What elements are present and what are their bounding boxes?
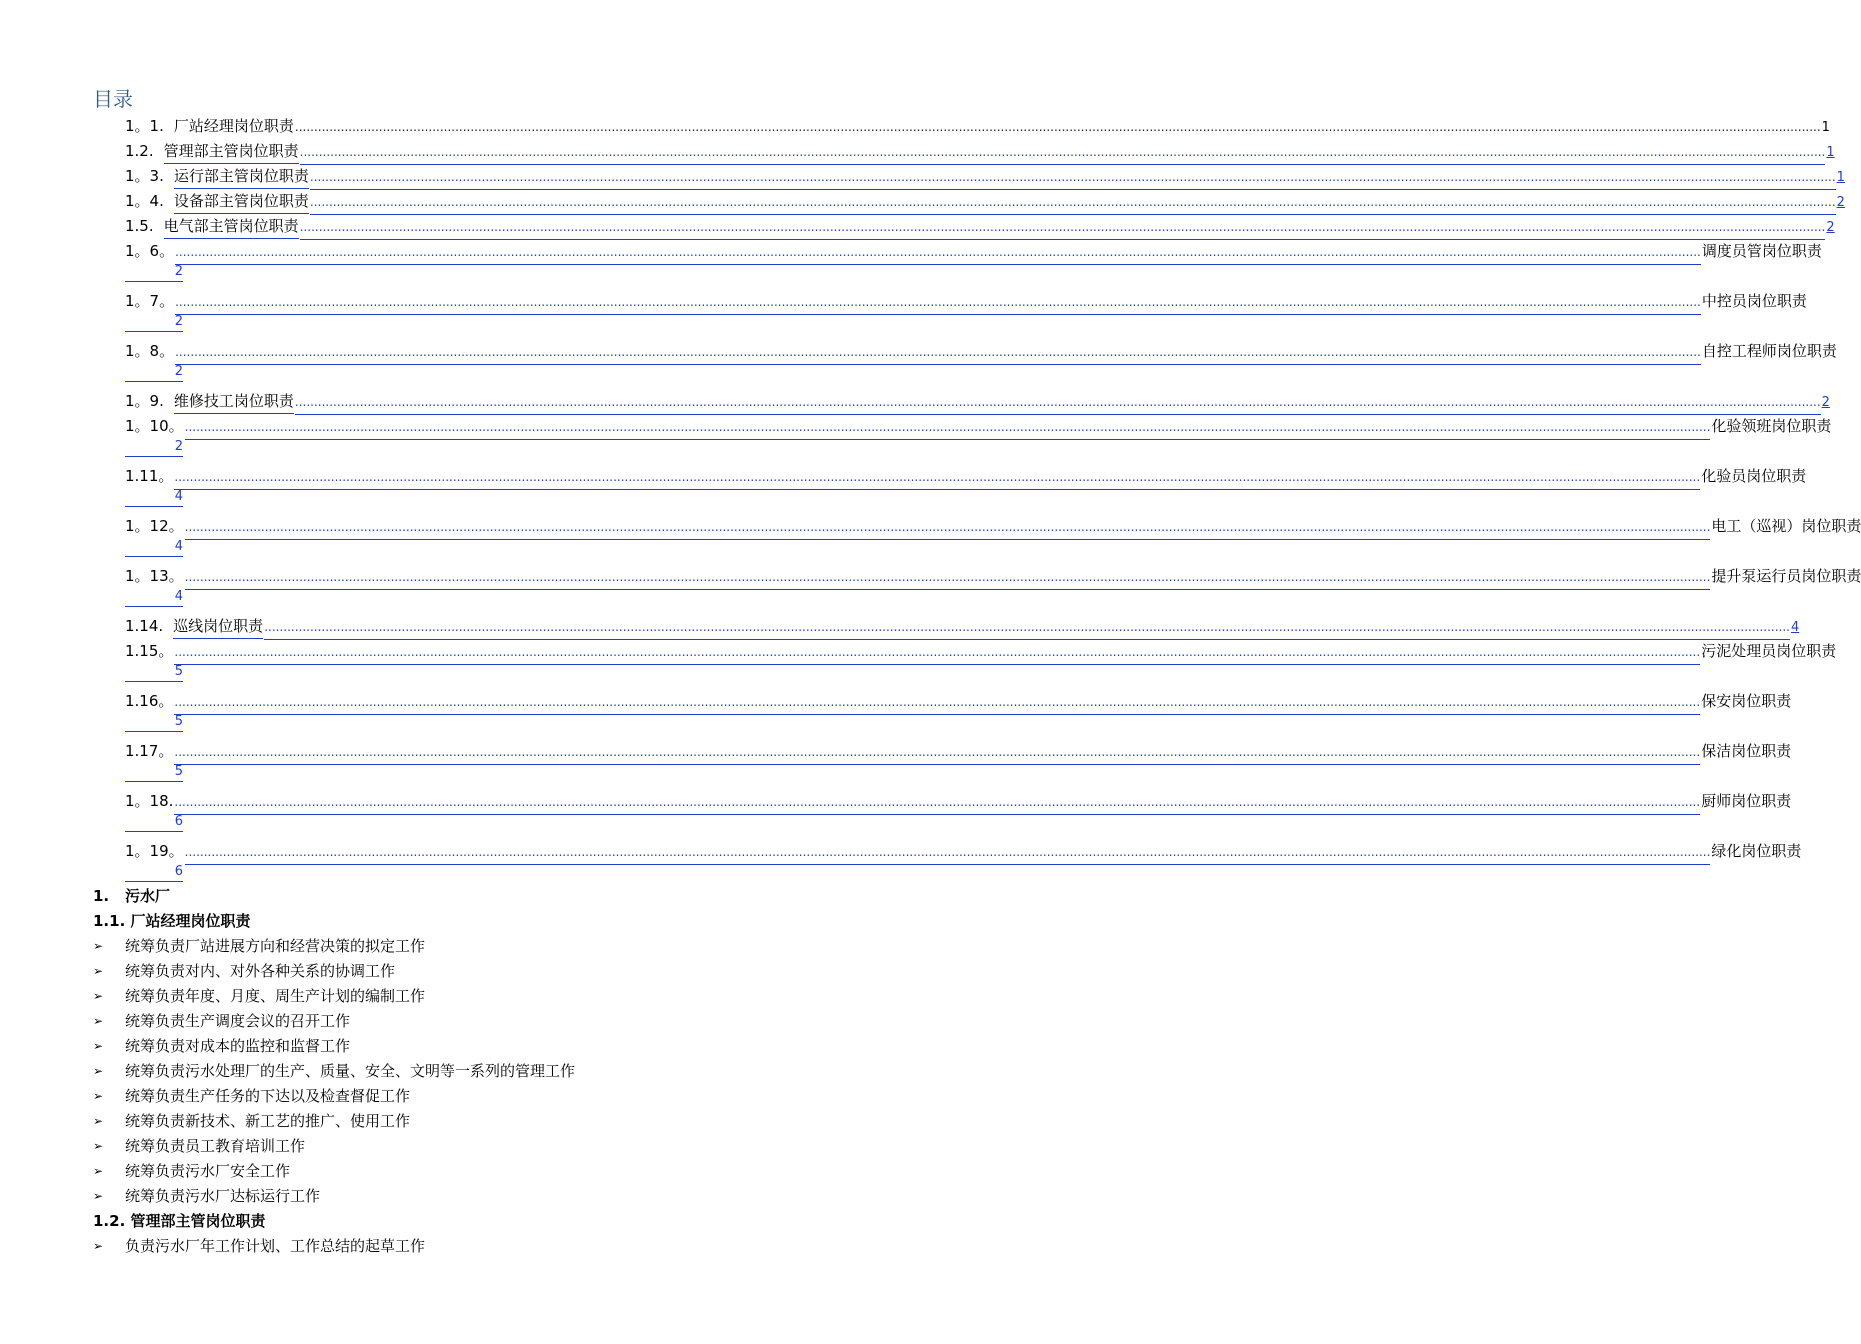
toc-entry[interactable] [125,164,1845,189]
toc-entry-number: 1。7。 [125,292,175,310]
list-item [93,1134,893,1159]
toc-entry-page[interactable]: 2 [125,313,183,332]
toc-entry[interactable] [125,289,1807,339]
toc-title: 目录 [93,87,133,111]
bullet-arrow-icon: ➢ [93,1164,104,1178]
chapter-heading [93,884,893,909]
toc-entry[interactable] [125,839,1802,889]
toc-entry-label[interactable]: 管理部主管岗位职责 [164,139,299,164]
toc-entry-page[interactable]: 2 [1836,195,1845,210]
toc-entry-number: 1.5. [125,217,154,235]
toc-leader-dots: ................................................................................................................................................................................................................................................................................................................................................................................................................ [264,615,1790,640]
list-item [93,1109,893,1134]
list-item-text: 统筹负责污水厂达标运行工作 [125,1187,321,1205]
list-item [93,1009,893,1034]
list-item [93,1159,893,1184]
bullet-arrow-icon: ➢ [93,1139,104,1153]
toc-entry-label[interactable]: 保安岗位职责 [1701,692,1792,710]
toc-entry[interactable] [125,339,1837,389]
toc-entry[interactable] [125,689,1792,739]
list-item [93,1084,893,1109]
toc-leader-dots: ................................................................................................................................................................................................................................................................................................................................................................................................................ [310,165,1836,190]
toc-entry-page[interactable]: 1 [1821,120,1830,135]
toc-entry-page[interactable]: 5 [125,663,183,682]
toc-entry[interactable] [125,564,1861,614]
bullet-arrow-icon: ➢ [93,1114,104,1128]
bullet-arrow-icon: ➢ [93,1189,104,1203]
toc-entry-label[interactable]: 中控员岗位职责 [1701,292,1807,310]
toc-entry-label[interactable]: 厂站经理岗位职责 [173,117,294,135]
toc-entry-number: 1。10。 [125,417,184,435]
toc-entry[interactable] [125,789,1792,839]
toc-leader-dots: ................................................................................................................................................................................................................................................................................................................................................................................................................ [175,240,1701,265]
toc-entry-page[interactable]: 1 [1826,145,1835,160]
list-item [93,1059,893,1084]
toc-entry[interactable] [125,139,1835,164]
toc-entry-number: 1。6。 [125,242,175,260]
toc-entry-page[interactable]: 5 [125,763,183,782]
list-item-text: 负责污水厂年工作计划、工作总结的起草工作 [125,1237,426,1255]
toc-entry-label[interactable]: 保洁岗位职责 [1701,742,1792,760]
toc-entry[interactable] [125,214,1835,239]
list-item-text: 统筹负责生产调度会议的召开工作 [125,1012,351,1030]
toc-entry-page[interactable]: 4 [125,588,183,607]
toc-entry[interactable] [125,514,1861,564]
toc-entry-page[interactable]: 2 [1826,220,1835,235]
toc-entry-number: 1.15。 [125,642,174,660]
toc-entry[interactable] [125,639,1837,689]
toc-entry[interactable] [125,739,1792,789]
toc-entry-page[interactable]: 2 [125,363,183,382]
toc-entry-label[interactable]: 自控工程师岗位职责 [1701,342,1837,360]
list-item [93,959,893,984]
toc-leader-dots: ................................................................................................................................................................................................................................................................................................................................................................................................................ [185,565,1711,590]
list-item-text: 统筹负责新技术、新工艺的推广、使用工作 [125,1112,411,1130]
toc-leader-dots: ................................................................................................................................................................................................................................................................................................................................................................................................................ [185,840,1711,865]
toc-leader-dots: ................................................................................................................................................................................................................................................................................................................................................................................................................ [300,140,1826,165]
toc-entry-page[interactable]: 1 [1836,170,1845,185]
toc-entry-number: 1。1. [125,117,164,135]
toc-entry-label[interactable]: 调度员管岗位职责 [1701,242,1822,260]
section-heading: 1.1. 厂站经理岗位职责 [93,912,251,930]
toc-entry-label[interactable]: 化验员岗位职责 [1701,467,1807,485]
list-item-text: 统筹负责员工教育培训工作 [125,1137,306,1155]
toc-entry-number: 1。4. [125,192,164,210]
bullet-arrow-icon: ➢ [93,964,104,978]
toc-entry-number: 1.2. [125,142,154,160]
chapter-title: 污水厂 [125,887,171,905]
toc-entry-label[interactable]: 巡线岗位职责 [173,614,263,639]
toc-entry-number: 1。19。 [125,842,184,860]
toc-leader-dots: ................................................................................................................................................................................................................................................................................................................................................................................................................ [300,215,1826,240]
bullet-arrow-icon: ➢ [93,1239,104,1253]
list-item-text: 统筹负责生产任务的下达以及检查督促工作 [125,1087,411,1105]
document-body [93,884,893,1259]
list-item-text: 统筹负责厂站进展方向和经营决策的拟定工作 [125,937,426,955]
list-item [93,1184,893,1209]
bullet-arrow-icon: ➢ [93,1089,104,1103]
toc-entry-page[interactable]: 2 [125,263,183,282]
section-heading: 1.2. 管理部主管岗位职责 [93,1212,266,1230]
toc-entry-page[interactable]: 5 [125,713,183,732]
toc-leader-dots: ................................................................................................................................................................................................................................................................................................................................................................................................................ [310,190,1836,215]
toc-leader-dots: ................................................................................................................................................................................................................................................................................................................................................................................................................ [175,340,1701,365]
toc-leader-dots: ................................................................................................................................................................................................................................................................................................................................................................................................................ [174,465,1700,490]
toc-leader-dots: ................................................................................................................................................................................................................................................................................................................................................................................................................ [185,415,1711,440]
toc-entry-number: 1。3. [125,167,164,185]
list-item-text: 统筹负责污水厂安全工作 [125,1162,291,1180]
toc-entry-number: 1.11。 [125,467,174,485]
toc-entry-label[interactable]: 提升泵运行员岗位职责 [1711,567,1861,585]
toc-entry-number: 1.17。 [125,742,174,760]
list-item-text: 统筹负责年度、月度、周生产计划的编制工作 [125,987,426,1005]
toc-leader-dots: ................................................................................................................................................................................................................................................................................................................................................................................................................ [185,515,1711,540]
toc-entry-page[interactable]: 6 [125,863,183,882]
toc-entry-page[interactable]: 4 [125,538,183,557]
toc-entry-number: 1。8。 [125,342,175,360]
toc-leader-dots: ................................................................................................................................................................................................................................................................................................................................................................................................................ [174,690,1700,715]
list-item-text: 统筹负责污水处理厂的生产、质量、安全、文明等一系列的管理工作 [125,1062,576,1080]
toc-entry[interactable] [125,239,1822,289]
toc-entry-number: 1。18. [125,792,174,810]
toc-entry-label[interactable]: 维修技工岗位职责 [174,389,294,414]
toc-entry-label[interactable]: 电工（巡视）岗位职责 [1711,517,1861,535]
toc-entry-number: 1.16。 [125,692,174,710]
toc-entry-number: 1。9. [125,392,164,410]
toc-leader-dots: ................................................................................................................................................................................................................................................................................................................................................................................................................ [294,120,1821,134]
toc-entry-label[interactable]: 运行部主管岗位职责 [174,164,309,189]
toc-entry-page[interactable]: 2 [1821,395,1830,410]
toc-entry[interactable] [125,414,1832,464]
bullet-arrow-icon: ➢ [93,989,104,1003]
toc-entry-label[interactable]: 化验领班岗位职责 [1711,417,1832,435]
toc-leader-dots: ................................................................................................................................................................................................................................................................................................................................................................................................................ [174,740,1700,765]
list-item [93,934,893,959]
toc-entry-page[interactable]: 4 [1790,620,1800,635]
toc-entry[interactable] [125,189,1845,214]
toc-entry[interactable] [125,464,1807,514]
list-item [93,1034,893,1059]
toc-entry-label[interactable]: 厨师岗位职责 [1701,792,1792,810]
toc-leader-dots: ................................................................................................................................................................................................................................................................................................................................................................................................................ [174,640,1700,665]
toc-leader-dots: ................................................................................................................................................................................................................................................................................................................................................................................................................ [175,290,1701,315]
toc-entry[interactable] [125,389,1830,414]
list-item-text: 统筹负责对成本的监控和监督工作 [125,1037,351,1055]
toc-entry-label[interactable]: 污泥处理员岗位职责 [1701,642,1837,660]
toc-entry-number: 1。13。 [125,567,184,585]
toc-entry-number: 1。12。 [125,517,184,535]
list-item-text: 统筹负责对内、对外各种关系的协调工作 [125,962,396,980]
bullet-arrow-icon: ➢ [93,1014,104,1028]
toc-leader-dots: ................................................................................................................................................................................................................................................................................................................................................................................................................ [174,790,1700,815]
toc-entry-number: 1.14. [125,617,164,635]
toc-leader-dots: ................................................................................................................................................................................................................................................................................................................................................................................................................ [295,390,1821,415]
toc-entry-label[interactable]: 设备部主管岗位职责 [174,189,309,214]
toc-entry-label[interactable]: 电气部主管岗位职责 [164,214,299,239]
bullet-arrow-icon: ➢ [93,1064,104,1078]
list-item [93,984,893,1009]
toc-entry-page[interactable]: 2 [125,438,183,457]
bullet-arrow-icon: ➢ [93,1039,104,1053]
toc-entry[interactable] [125,614,1800,639]
table-of-contents [125,114,1861,889]
bullet-arrow-icon: ➢ [93,939,104,953]
list-item [93,1234,893,1259]
toc-entry-page[interactable]: 6 [125,813,183,832]
chapter-number: 1. [93,887,110,905]
toc-entry-label[interactable]: 绿化岗位职责 [1711,842,1802,860]
toc-entry[interactable] [125,114,1830,139]
toc-entry-page[interactable]: 4 [125,488,183,507]
